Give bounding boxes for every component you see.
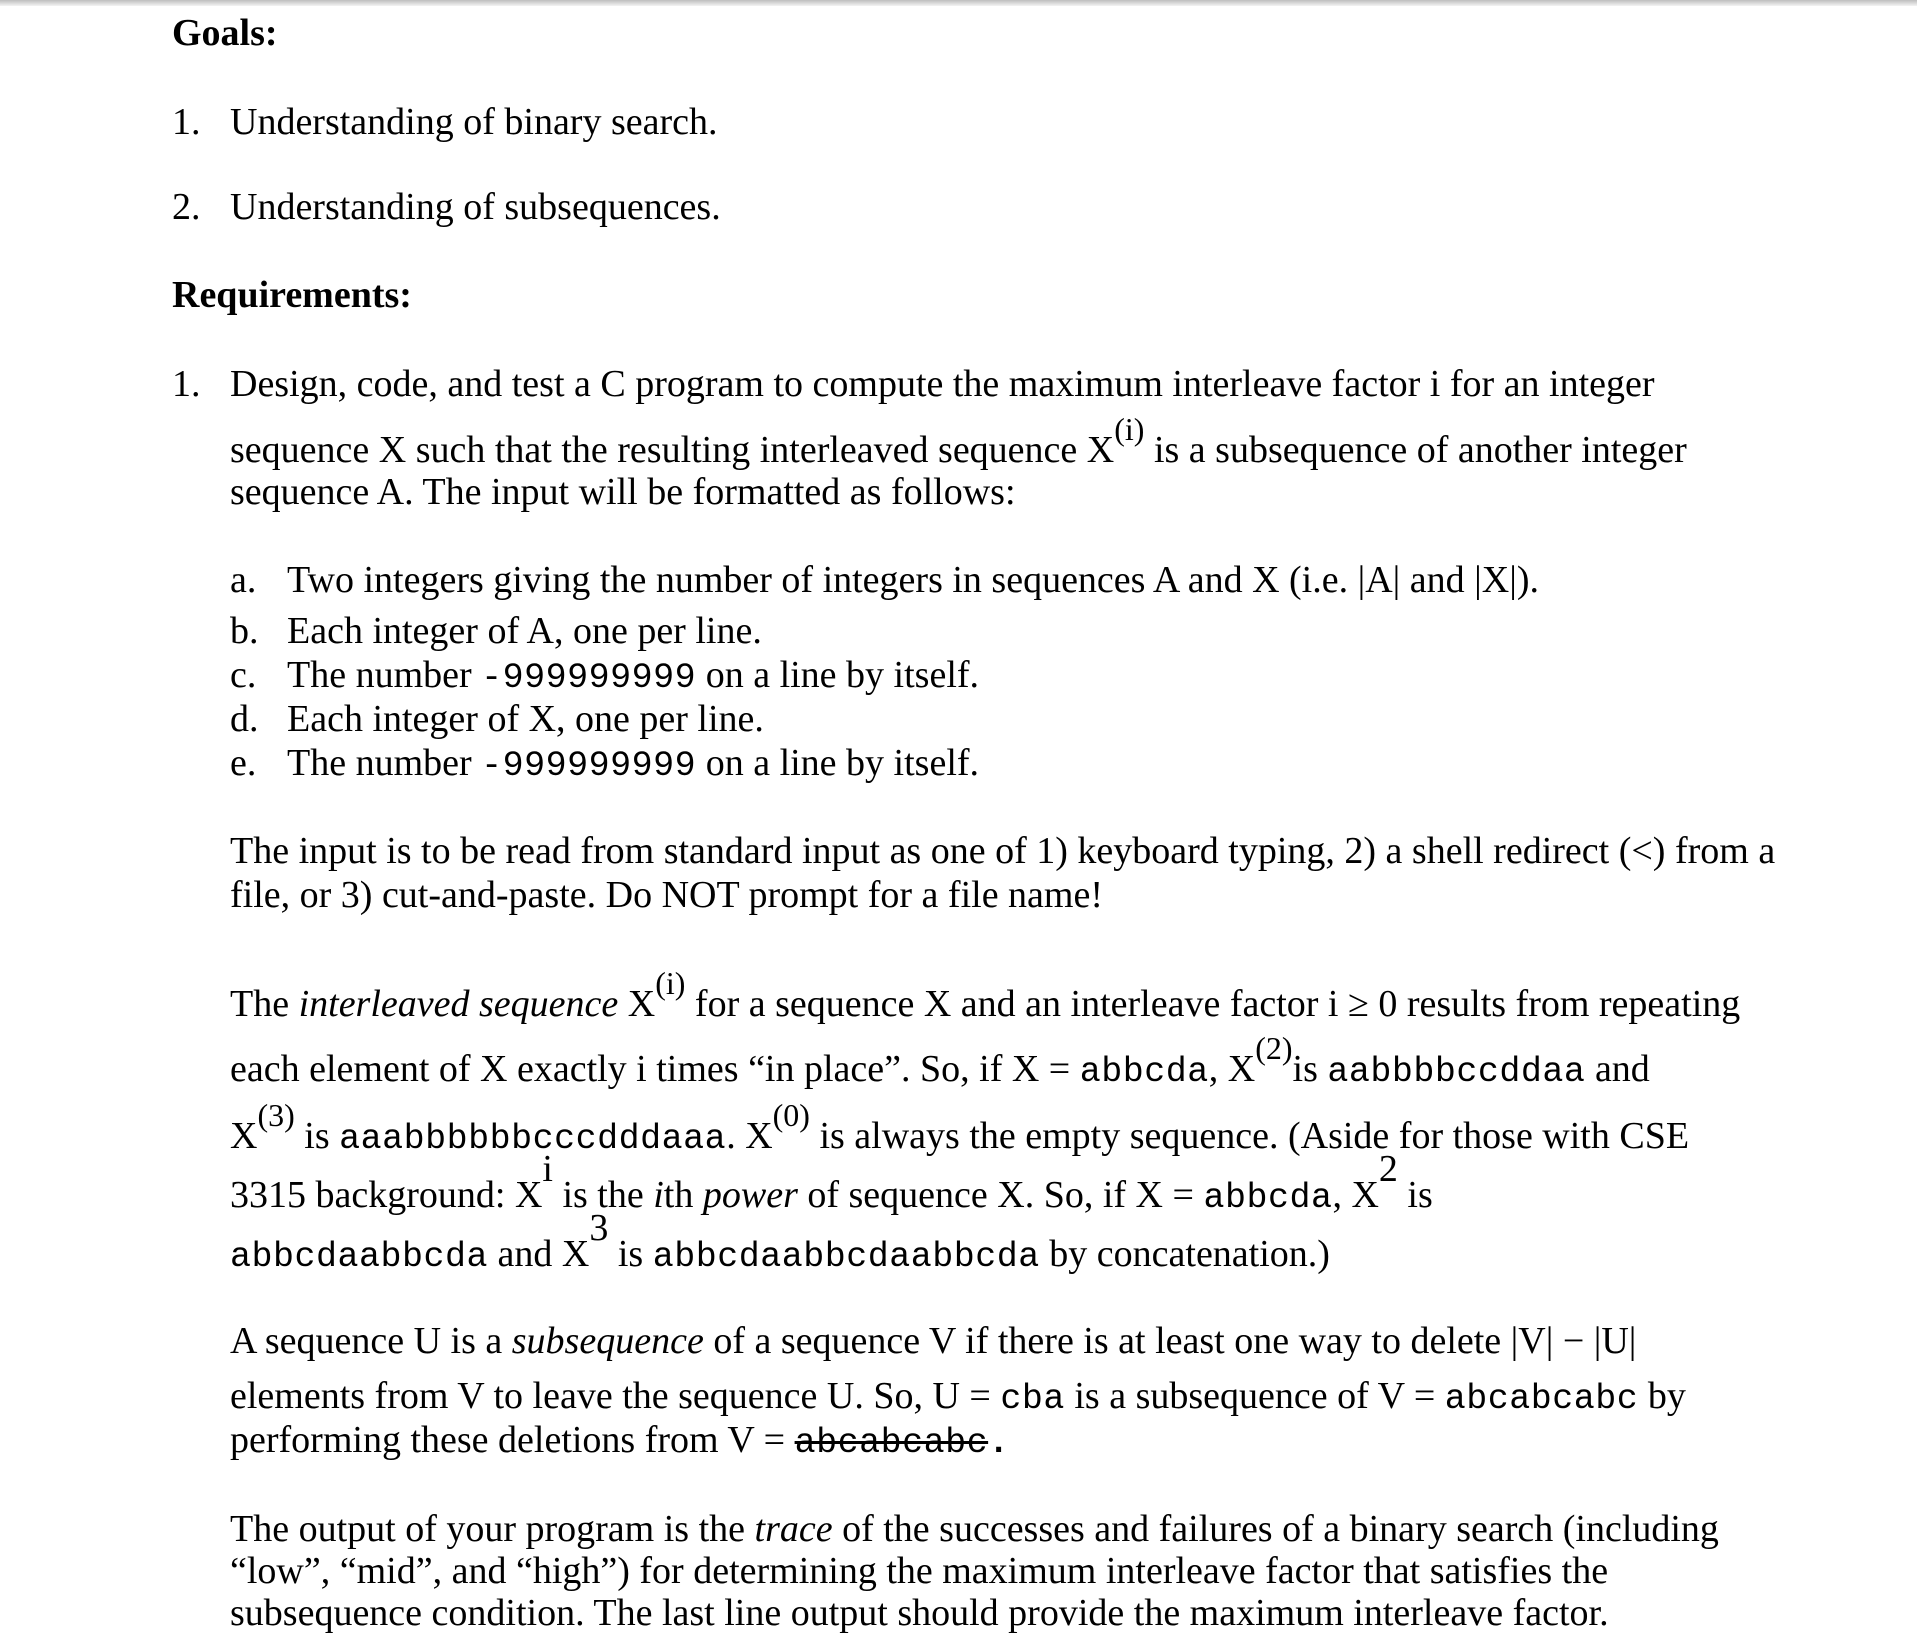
format-item-e-text: The number -999999999 on a line by itself. (287, 742, 980, 786)
format-item-c-label: c. (230, 654, 257, 696)
struck-sequence: abcabcabc (794, 1423, 989, 1463)
requirement-intro-line-3: sequence A. The input will be formatted as follows: (230, 471, 1016, 513)
format-item-d-label: d. (230, 698, 259, 740)
output-line-1: The output of your program is the trace of the successes and failures of a binary search (including (230, 1508, 1719, 1550)
subsequence-line-2: elements from V to leave the sequence U. So, U = cba is a subsequence of V = abcabcabc by (230, 1375, 1686, 1419)
goal-item-1-text: Understanding of binary search. (230, 101, 718, 143)
output-line-3: subsequence condition. The last line output should provide the maximum interleave factor. (230, 1592, 1609, 1634)
format-item-b-label: b. (230, 610, 259, 652)
interleave-line-3: $X^{(3)}$ is aaabbbbbbcccdddaaa. $X^{(0)}$ is always the empty sequence. (Aside for those with CSE (230, 1097, 1690, 1159)
output-line-2: “low”, “mid”, and “high”) for determining the maximum interleave factor that satisfies the (230, 1550, 1609, 1592)
interleave-line-4: 3315 background: Xi is the ith power of sequence X. So, if X = abbcda, X2 is (230, 1148, 1433, 1218)
input-note-line-1: The input is to be read from standard input as one of 1) keyboard typing, 2) a shell redirect (<) from a (230, 830, 1776, 872)
interleave-line-5: abbcdaabbcda and X3 is abbcdaabbcdaabbcda by concatenation.) (230, 1207, 1330, 1277)
subsequence-line-1: A sequence U is a subsequence of a sequence V if there is at least one way to delete |V| − |U| (230, 1320, 1637, 1362)
goals-heading: Goals: (172, 12, 278, 54)
goal-item-1-number: 1. (172, 101, 201, 143)
subsequence-line-3: performing these deletions from V = abcabcabc. (230, 1419, 1010, 1463)
format-item-b-text: Each integer of A, one per line. (287, 610, 762, 652)
format-item-c-text: The number -999999999 on a line by itself. (287, 654, 980, 698)
goal-item-2-number: 2. (172, 186, 201, 228)
format-item-a-label: a. (230, 559, 257, 601)
goal-item-2-text: Understanding of subsequences. (230, 186, 721, 228)
format-item-a-text: Two integers giving the number of integers in sequences A and X (i.e. |A| and |X|). (287, 559, 1539, 601)
input-note-line-2: file, or 3) cut-and-paste. Do NOT prompt for a file name! (230, 874, 1103, 916)
requirements-heading: Requirements: (172, 274, 412, 316)
requirement-intro-line-1: Design, code, and test a C program to compute the maximum interleave factor i for an integer (230, 363, 1655, 405)
format-item-e-label: e. (230, 742, 257, 784)
interleave-line-1: The interleaved sequence $X^{(i)}$ for a sequence X and an interleave factor i ≥ 0 results from repeating (230, 965, 1741, 1025)
format-item-d-text: Each integer of X, one per line. (287, 698, 764, 740)
requirement-item-number: 1. (172, 363, 201, 405)
requirement-intro-line-2: sequence X such that the resulting interleaved sequence $X^{(i)}$ is a subsequence of another integer (230, 411, 1687, 471)
interleave-line-2: each element of X exactly i times “in place”. So, if X = abbcda, $X^{(2)}is$ aabbbbccddaa and (230, 1030, 1650, 1092)
